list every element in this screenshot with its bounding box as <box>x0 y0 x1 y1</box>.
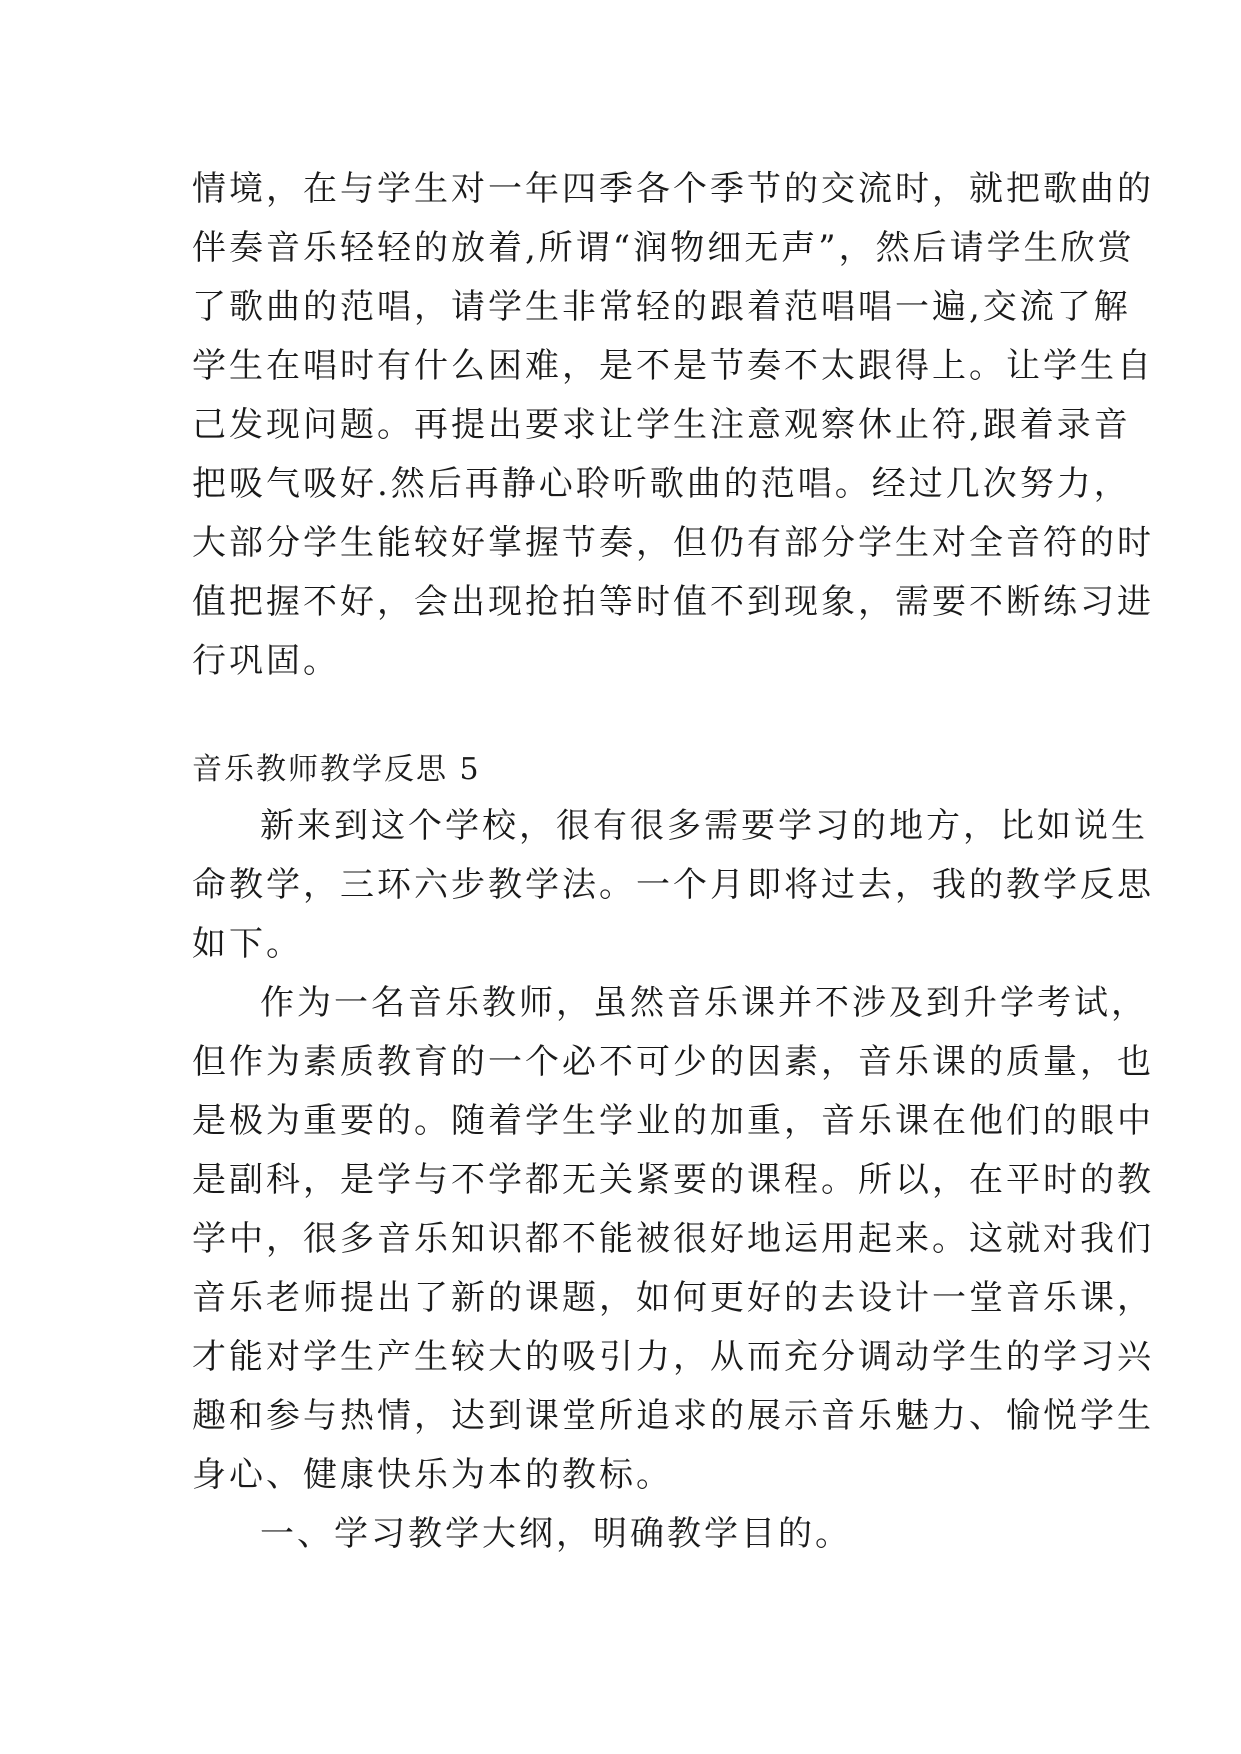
text-line: 音乐老师提出了新的课题，如何更好的去设计一堂音乐课， <box>192 1278 1154 1318</box>
text-line: 但作为素质教育的一个必不可少的因素，音乐课的质量，也 <box>192 1042 1154 1082</box>
text-line: 大部分学生能较好掌握节奏，但仍有部分学生对全音符的时 <box>192 523 1154 563</box>
text-line: 是极为重要的。随着学生学业的加重，音乐课在他们的眼中 <box>192 1101 1154 1141</box>
text-line: 把吸气吸好.然后再静心聆听歌曲的范唱。经过几次努力， <box>192 464 1131 504</box>
text-line: 情境，在与学生对一年四季各个季节的交流时，就把歌曲的 <box>192 169 1154 209</box>
text-line: 己发现问题。再提出要求让学生注意观察休止符,跟着录音 <box>192 405 1131 445</box>
top-paragraph <box>192 160 1154 691</box>
text-line: 才能对学生产生较大的吸引力，从而充分调动学生的学习兴 <box>192 1337 1154 1377</box>
section-spacer <box>192 691 1054 743</box>
section-heading: 音乐教师教学反思 5 <box>192 752 481 787</box>
paragraph-point-one <box>192 1505 1054 1564</box>
text-line: 趣和参与热情，达到课堂所追求的展示音乐魅力、愉悦学生 <box>192 1396 1154 1436</box>
document-page <box>192 160 1154 1564</box>
text-line: 行巩固。 <box>192 641 340 681</box>
text-line: 伴奏音乐轻轻的放着,所谓“润物细无声”，然后请学生欣赏 <box>192 228 1135 268</box>
text-line: 命教学，三环六步教学法。一个月即将过去，我的教学反思 <box>192 865 1154 905</box>
text-line: 一、学习教学大纲，明确教学目的。 <box>260 1514 852 1554</box>
text-line: 值把握不好，会出现抢拍等时值不到现象，需要不断练习进 <box>192 582 1154 622</box>
text-line: 如下。 <box>192 924 303 964</box>
text-line: 学中，很多音乐知识都不能被很好地运用起来。这就对我们 <box>192 1219 1154 1259</box>
text-line: 新来到这个学校，很有很多需要学习的地方，比如说生 <box>260 806 1148 846</box>
paragraph-body <box>192 974 1154 1505</box>
text-line: 身心、健康快乐为本的教标。 <box>192 1455 673 1495</box>
text-line: 是副科，是学与不学都无关紧要的课程。所以，在平时的教 <box>192 1160 1154 1200</box>
text-line: 作为一名音乐教师，虽然音乐课并不涉及到升学考试， <box>260 983 1148 1023</box>
text-line: 学生在唱时有什么困难，是不是节奏不太跟得上。让学生自 <box>192 346 1154 386</box>
text-line: 了歌曲的范唱，请学生非常轻的跟着范唱唱一遍,交流了解 <box>192 287 1131 327</box>
paragraph-intro <box>192 797 1154 974</box>
